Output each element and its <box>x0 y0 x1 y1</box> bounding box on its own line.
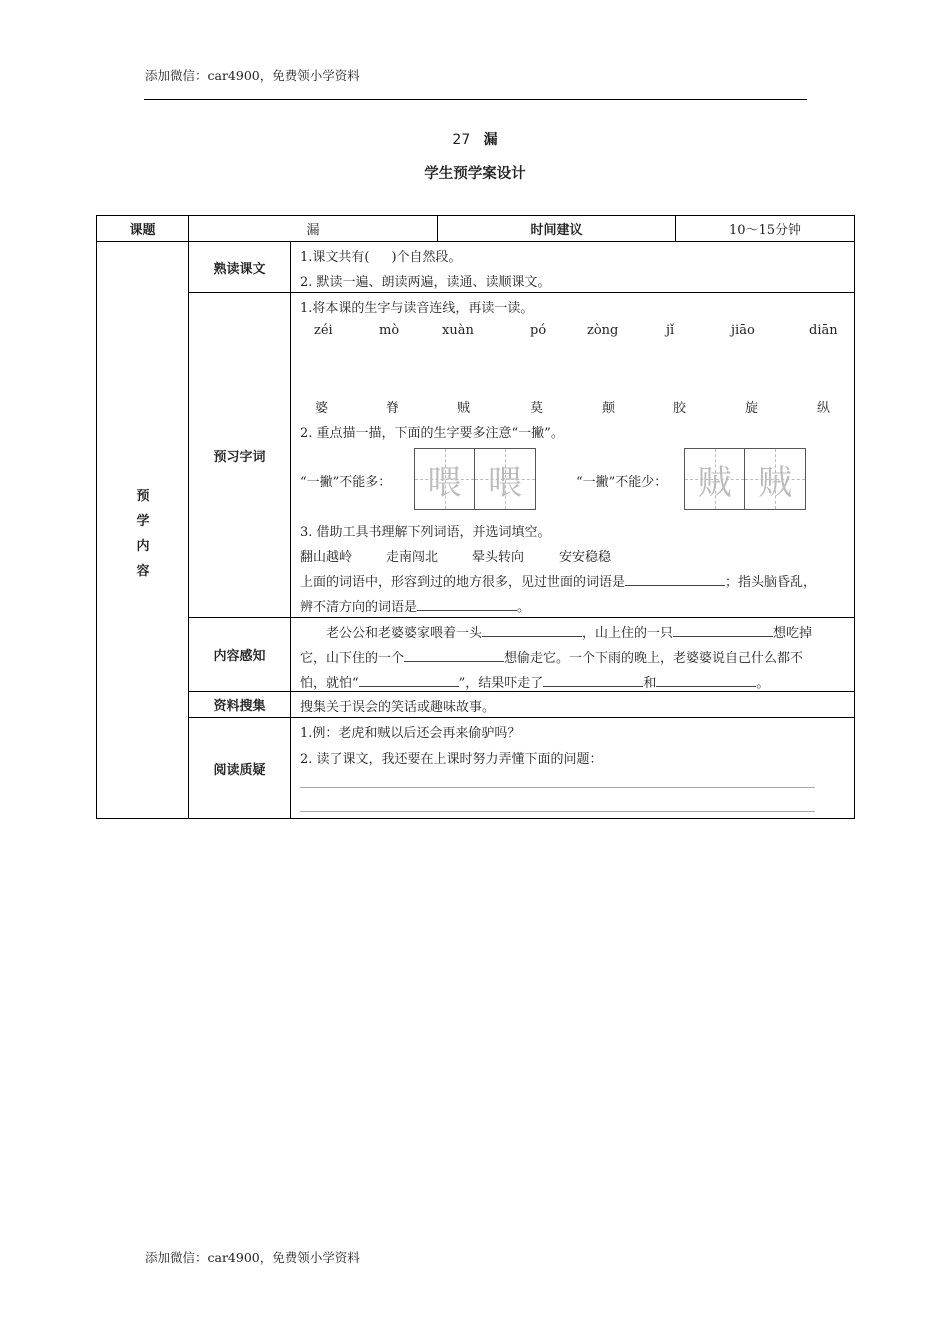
question-line-2: 2. 读了课文，我还要在上课时努力弄懂下面的问题： <box>300 752 603 767</box>
char-item: 旋 <box>745 401 759 416</box>
pinyin-item: jiāo <box>731 323 755 338</box>
pinyin-item: xuàn <box>442 323 474 338</box>
content-text: 怕，就怕“ <box>300 676 359 691</box>
char-item: 胶 <box>673 401 687 416</box>
content-line-2 <box>300 647 803 666</box>
answer-line[interactable] <box>300 787 815 788</box>
fill-text: 。 <box>517 600 531 615</box>
char-item: 婆 <box>315 401 329 416</box>
content-text: 和 <box>643 676 657 691</box>
question-line-1: 1.例：老虎和贼以后还会再来偷驴吗？ <box>300 726 521 741</box>
words-label: 预习字词 <box>188 292 291 618</box>
time-value: 10～15分钟 <box>675 215 855 242</box>
answer-line[interactable] <box>300 811 815 812</box>
reading-label: 熟读课文 <box>188 241 291 293</box>
tracing-cell <box>685 449 745 509</box>
words-q3: 3. 借助工具书理解下列词语，并选词填空。 <box>300 525 551 540</box>
reading-line-1 <box>300 246 462 265</box>
tracing-char: 贼 <box>758 462 792 503</box>
fill-text: 上面的词语中，形容到过的地方很多，见过世面的词语是 <box>300 575 626 590</box>
char-item: 颠 <box>602 401 616 416</box>
content-text: 想吃掉 <box>773 626 813 641</box>
pinyin-item: mò <box>379 323 400 338</box>
char-item: 莫 <box>530 401 544 416</box>
reading-line-1-start: 1.课文共有( <box>300 250 370 265</box>
side-label-char: 学 <box>136 514 150 529</box>
tracing-char: 喂 <box>488 462 522 503</box>
content-text: 。 <box>756 676 770 691</box>
pinyin-item: pó <box>530 323 547 338</box>
content-text: 它，山下住的一个 <box>300 651 405 666</box>
must-not-more-label: “一撇”不能多： <box>300 475 392 490</box>
words-q1: 1.将本课的生字与读音连线，再读一读。 <box>300 301 534 316</box>
content-text: 老公公和老婆婆家喂着一头 <box>326 626 483 641</box>
content-line-1 <box>326 622 812 641</box>
fill-blank[interactable] <box>673 624 773 637</box>
content-text: ，山上住的一只 <box>582 626 674 641</box>
fill-blank[interactable] <box>656 674 756 687</box>
lesson-number: 27 <box>452 132 471 148</box>
fill-blank[interactable] <box>482 624 582 637</box>
header-divider <box>144 99 807 100</box>
idiom-item: 安安稳稳 <box>559 550 612 565</box>
content-label: 内容感知 <box>188 617 291 692</box>
idiom-item: 翻山越岭 <box>300 550 353 565</box>
page-header-text: 添加微信：car4900，免费领小学资料 <box>145 68 360 83</box>
tracing-cell <box>415 449 475 509</box>
content-text: 想偷走它。一个下雨的晚上，老婆婆说自己什么都不 <box>504 651 804 666</box>
fill-blank[interactable] <box>404 649 504 662</box>
reading-line-2: 2. 默读一遍、朗读两遍，读通、读顺课文。 <box>300 275 551 290</box>
pinyin-item: jǐ <box>666 323 675 338</box>
fill-blank[interactable] <box>417 598 517 611</box>
tracing-char: 喂 <box>427 462 462 503</box>
fill-text: ；指头脑昏乱， <box>725 575 817 590</box>
collect-text: 搜集关于误会的笑话或趣味故事。 <box>300 700 496 715</box>
idiom-item: 晕头转向 <box>472 550 525 565</box>
tracing-grid-wei <box>414 448 536 510</box>
tracing-grid-zei <box>684 448 806 510</box>
lesson-heading <box>0 129 950 149</box>
pinyin-item: zòng <box>587 323 619 338</box>
doc-title: 学生预学案设计 <box>424 166 526 182</box>
content-line-3 <box>300 672 769 691</box>
side-label-char: 容 <box>136 564 150 579</box>
tracing-char: 贼 <box>697 462 732 503</box>
content-text: ”，结果吓走了 <box>458 676 544 691</box>
fill-text: 辨不清方向的词语是 <box>300 600 418 615</box>
topic-label: 课题 <box>96 215 189 242</box>
pinyin-item: zéi <box>314 323 333 338</box>
words-fill-line-1 <box>300 571 816 590</box>
collect-label: 资料搜集 <box>188 691 291 718</box>
side-label-char: 内 <box>136 539 150 554</box>
char-item: 纵 <box>817 401 831 416</box>
page-footer-text: 添加微信：car4900，免费领小学资料 <box>145 1250 360 1265</box>
side-label-char: 预 <box>136 489 150 504</box>
char-item: 脊 <box>386 401 400 416</box>
words-q2: 2. 重点描一描，下面的生字要多注意“一撇”。 <box>300 426 564 441</box>
tracing-cell <box>475 449 535 509</box>
idiom-item: 走南闯北 <box>386 550 439 565</box>
lesson-title: 漏 <box>483 132 498 148</box>
fill-blank[interactable] <box>625 573 725 586</box>
must-not-less-label: “一撇”不能少： <box>576 475 668 490</box>
question-label: 阅读质疑 <box>188 717 291 819</box>
side-cell <box>96 241 189 819</box>
reading-line-1-end: )个自然段。 <box>391 250 462 265</box>
topic-value: 漏 <box>188 215 438 242</box>
words-fill-line-2 <box>300 596 530 615</box>
tracing-cell <box>745 449 805 509</box>
char-item: 贼 <box>457 401 471 416</box>
time-label: 时间建议 <box>437 215 676 242</box>
fill-blank[interactable] <box>359 674 459 687</box>
pinyin-item: diān <box>809 323 838 338</box>
fill-blank[interactable] <box>543 674 643 687</box>
